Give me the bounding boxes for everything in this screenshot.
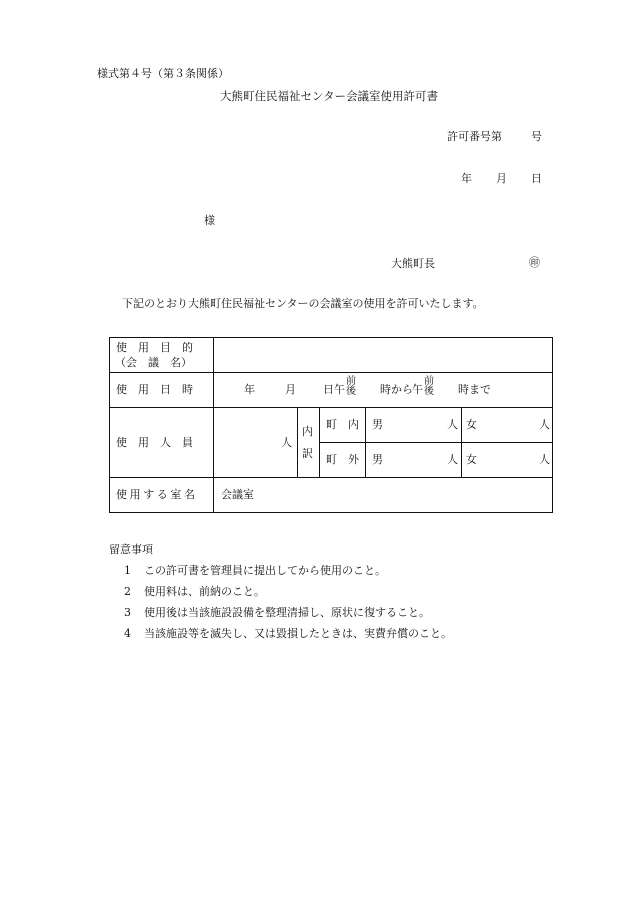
usage-year: 年 <box>244 383 255 396</box>
noon-char-start: 午 <box>334 383 345 396</box>
notes-heading: 留意事項 <box>109 543 153 556</box>
user-count-label: 使 用 人 員 <box>116 436 193 449</box>
male-label: 男 <box>372 418 383 431</box>
female-label: 女 <box>466 418 477 431</box>
male-label: 男 <box>372 453 383 466</box>
permit-details-table <box>109 337 553 513</box>
inside-male-field[interactable] <box>367 408 460 441</box>
note-item <box>124 562 386 578</box>
town-inside-label: 町 内 <box>326 418 359 431</box>
usage-datetime-field[interactable] <box>215 373 550 406</box>
note-number: 4 <box>124 627 131 640</box>
person-unit: 人 <box>447 453 458 466</box>
note-text: 使用後は当該施設設備を整理清掃し、原状に復すること。 <box>144 606 430 619</box>
purpose-label: 使 用 目 的 <box>116 341 193 354</box>
note-number: 1 <box>124 564 131 577</box>
outside-male-field[interactable] <box>367 443 460 476</box>
breakdown-label-top: 内 <box>302 425 313 438</box>
user-count-field[interactable] <box>215 408 296 477</box>
form-number-label: 様式第４号（第３条関係） <box>97 67 229 80</box>
am-pm-selector-start[interactable] <box>344 377 358 397</box>
note-text: 使用料は、前納のこと。 <box>144 585 265 598</box>
permit-number-label: 許可番号第 <box>447 130 502 143</box>
usage-month: 月 <box>285 383 296 396</box>
female-label: 女 <box>466 453 477 466</box>
town-outside-label: 町 外 <box>326 453 359 466</box>
am-option: 前 <box>346 376 356 387</box>
usage-datetime-label: 使 用 日 時 <box>116 383 193 396</box>
am-pm-selector-end[interactable] <box>422 377 436 397</box>
note-item <box>124 583 265 599</box>
seal-mark: ㊞ <box>529 256 540 269</box>
room-name-label: 使用する室名 <box>116 488 198 501</box>
recipient-honorific: 様 <box>204 214 215 227</box>
note-text: 当該施設等を滅失し、又は毀損したときは、実費弁償のこと。 <box>144 627 452 640</box>
person-unit: 人 <box>539 418 550 431</box>
person-unit: 人 <box>539 453 550 466</box>
permit-number-suffix: 号 <box>531 130 542 143</box>
inside-female-field[interactable] <box>463 408 551 441</box>
person-unit: 人 <box>447 418 458 431</box>
date-year: 年 <box>461 172 472 185</box>
date-month: 月 <box>496 172 507 185</box>
until-time-label: 時まで <box>458 383 491 396</box>
am-option: 前 <box>424 376 434 387</box>
purpose-field[interactable] <box>215 339 550 371</box>
pm-option: 後 <box>424 386 434 397</box>
issuer-name: 大熊町長 <box>391 257 435 270</box>
user-count-unit: 人 <box>281 436 292 449</box>
breakdown-label-bottom: 訳 <box>302 447 313 460</box>
meeting-name-label: （会 議 名） <box>115 356 192 369</box>
from-time-label: 時から <box>380 383 413 396</box>
outside-female-field[interactable] <box>463 443 551 476</box>
note-item <box>124 604 430 620</box>
note-item <box>124 625 452 641</box>
pm-option: 後 <box>346 386 356 397</box>
room-name-field[interactable] <box>215 478 550 511</box>
document-title: 大熊町住民福祉センター会議室使用許可書 <box>220 89 439 103</box>
note-number: 3 <box>124 606 131 619</box>
permit-body-text: 下記のとおり大熊町住民福祉センターの会議室の使用を許可いたします。 <box>122 297 484 310</box>
noon-char-end: 午 <box>412 383 423 396</box>
note-number: 2 <box>124 585 131 598</box>
note-text: この許可書を管理員に提出してから使用のこと。 <box>144 564 386 577</box>
date-day: 日 <box>531 172 542 185</box>
room-name-value: 会議室 <box>221 488 254 501</box>
usage-day: 日 <box>323 383 334 396</box>
